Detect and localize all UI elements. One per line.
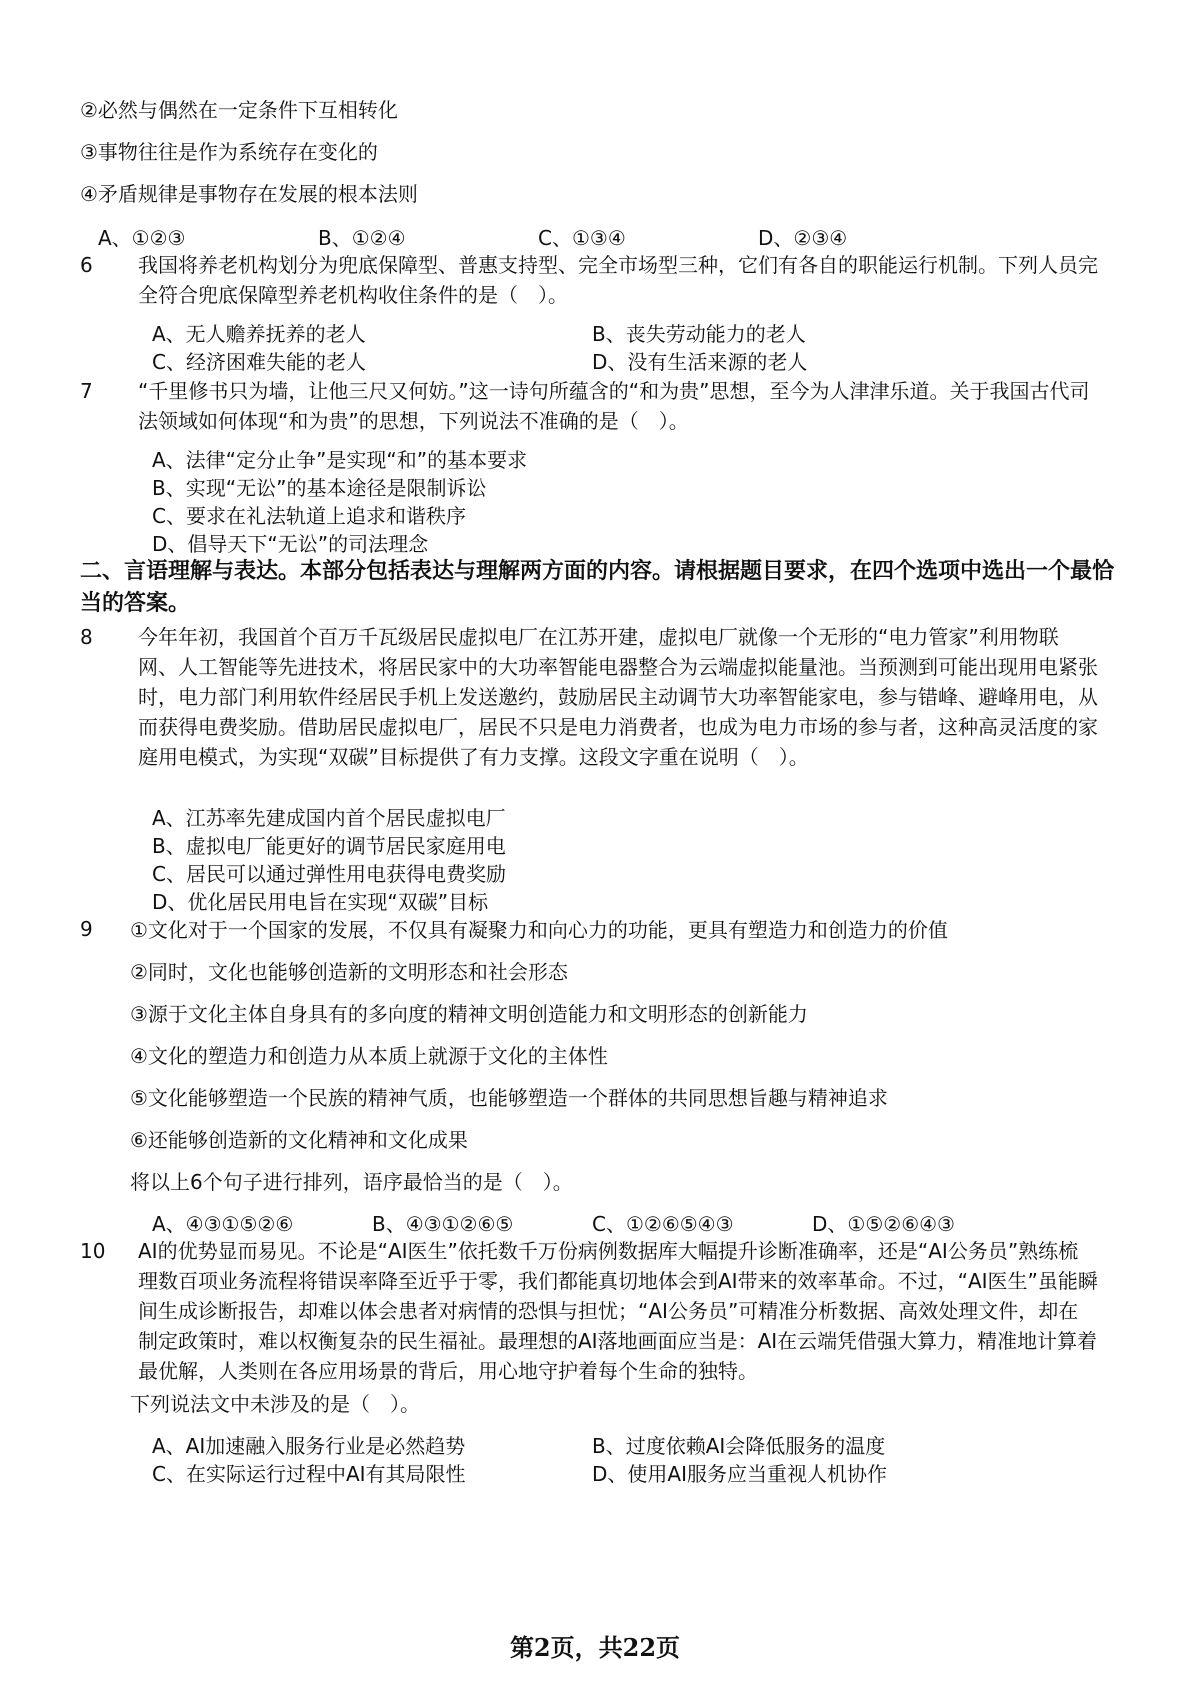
- q9-sentence-3: ③源于文化主体自身具有的多向度的精神文明创造能力和文明形态的创新能力: [130, 1002, 808, 1026]
- q5-statement-4: ④矛盾规律是事物存在发展的根本法则: [80, 182, 418, 206]
- q10-option-b[interactable]: B、过度依赖AI会降低服务的温度: [592, 1434, 886, 1458]
- q9-option-a[interactable]: A、④③①⑤②⑥: [152, 1212, 294, 1236]
- q10-option-d[interactable]: D、使用AI服务应当重视人机协作: [592, 1462, 887, 1486]
- q6-option-d[interactable]: D、没有生活来源的老人: [592, 350, 808, 374]
- q6-option-a[interactable]: A、无人赡养抚养的老人: [152, 322, 366, 346]
- q10-option-a[interactable]: A、AI加速融入服务行业是必然趋势: [152, 1434, 466, 1458]
- q9-option-b[interactable]: B、④③①②⑥⑤: [372, 1212, 514, 1236]
- q8-option-a[interactable]: A、江苏率先建成国内首个居民虚拟电厂: [152, 806, 506, 830]
- q6-number: 6: [80, 253, 93, 277]
- q8-option-d[interactable]: D、优化居民用电旨在实现“双碳”目标: [152, 890, 489, 914]
- q10-stem: AI的优势显而易见。不论是“AI医生”依托数千万份病例数据库大幅提升诊断准确率，还是“AI公务员”熟练梳理数百项业务流程将错误率降至近乎于零，我们都能真切地体会到AI带来的效率革命。不过，“AI医生”虽能瞬间生成诊断报告，却难以体会患者对病情的恐惧与担忧；“AI公务员”可精准分析数据、高效处理文件，却在制定政策时，难以权衡复杂的民生福祉。最理想的AI落地画面应当是：AI在云端凭借强大算力，精准地计算着最优解，人类则在各应用场景的背后，用心地守护着每个生命的独特。: [138, 1239, 1098, 1383]
- q7-option-c[interactable]: C、要求在礼法轨道上追求和谐秩序: [152, 504, 466, 528]
- q9-option-d[interactable]: D、①⑤②⑥④③: [812, 1212, 955, 1236]
- q7-stem: “千里修书只为墙，让他三尺又何妨。”这一诗句所蕴含的“和为贵”思想，至今为人津津乐道。关于我国古代司法领域如何体现“和为贵”的思想，下列说法不准确的是（ ）。: [138, 379, 1090, 433]
- q8-option-b[interactable]: B、虚拟电厂能更好的调节居民家庭用电: [152, 834, 506, 858]
- q6-option-c[interactable]: C、经济困难失能的老人: [152, 350, 366, 374]
- q8-stem: 今年年初，我国首个百万千瓦级居民虚拟电厂在江苏开建，虚拟电厂就像一个无形的“电力管家”利用物联网、人工智能等先进技术，将居民家中的大功率智能电器整合为云端虚拟能量池。当预测到可能出现用电紧张时，电力部门利用软件经居民手机上发送邀约，鼓励居民主动调节大功率智能家电，参与错峰、避峰用电，从而获得电费奖励。借助居民虚拟电厂，居民不只是电力消费者，也成为电力市场的参与者，这种高灵活度的家庭用电模式，为实现“双碳”目标提供了有力支撑。这段文字重在说明（ ）。: [138, 625, 1098, 769]
- q9-sentence-1: ①文化对于一个国家的发展，不仅具有凝聚力和向心力的功能，更具有塑造力和创造力的价值: [130, 918, 948, 942]
- q9-sentence-6: ⑥还能够创造新的文化精神和文化成果: [130, 1128, 468, 1152]
- q5-option-a[interactable]: A、①②③: [98, 226, 186, 250]
- q9-sentence-5: ⑤文化能够塑造一个民族的精神气质，也能够塑造一个群体的共同思想旨趣与精神追求: [130, 1086, 888, 1110]
- q9-option-c[interactable]: C、①②⑥⑤④③: [592, 1212, 734, 1236]
- q10-number: 10: [80, 1239, 106, 1263]
- page-number: 第2页，共22页: [509, 1633, 681, 1662]
- q10-option-c[interactable]: C、在实际运行过程中AI有其局限性: [152, 1462, 466, 1486]
- q7-option-a[interactable]: A、法律“定分止争”是实现“和”的基本要求: [152, 448, 528, 472]
- q6-stem: 我国将养老机构划分为兜底保障型、普惠支持型、完全市场型三种，它们有各自的职能运行机制。下列人员完全符合兜底保障型养老机构收住条件的是（ ）。: [138, 253, 1098, 307]
- q7-number: 7: [80, 379, 93, 403]
- q6-option-b[interactable]: B、丧失劳动能力的老人: [592, 322, 806, 346]
- section-heading: 二、言语理解与表达。本部分包括表达与理解两方面的内容。请根据题目要求，在四个选项中选出一个最恰当的答案。: [80, 559, 1115, 616]
- q7-option-d[interactable]: D、倡导天下“无讼”的司法理念: [152, 532, 429, 556]
- q5-option-c[interactable]: C、①③④: [538, 226, 626, 250]
- q7-option-b[interactable]: B、实现“无讼”的基本途径是限制诉讼: [152, 476, 487, 500]
- q5-option-b[interactable]: B、①②④: [318, 226, 406, 250]
- q5-statement-3: ③事物往往是作为系统存在变化的: [80, 140, 378, 164]
- q5-statement-2: ②必然与偶然在一定条件下互相转化: [80, 98, 398, 122]
- q9-sentence-4: ④文化的塑造力和创造力从本质上就源于文化的主体性: [130, 1044, 608, 1068]
- q9-question: 将以上6个句子进行排列，语序最恰当的是（ ）。: [130, 1170, 573, 1194]
- q9-sentence-2: ②同时，文化也能够创造新的文明形态和社会形态: [130, 960, 568, 984]
- q10-question: 下列说法文中未涉及的是（ ）。: [130, 1392, 420, 1416]
- q5-option-d[interactable]: D、②③④: [758, 226, 848, 250]
- q8-option-c[interactable]: C、居民可以通过弹性用电获得电费奖励: [152, 862, 506, 886]
- q8-number: 8: [80, 625, 93, 649]
- q9-number: 9: [80, 917, 93, 941]
